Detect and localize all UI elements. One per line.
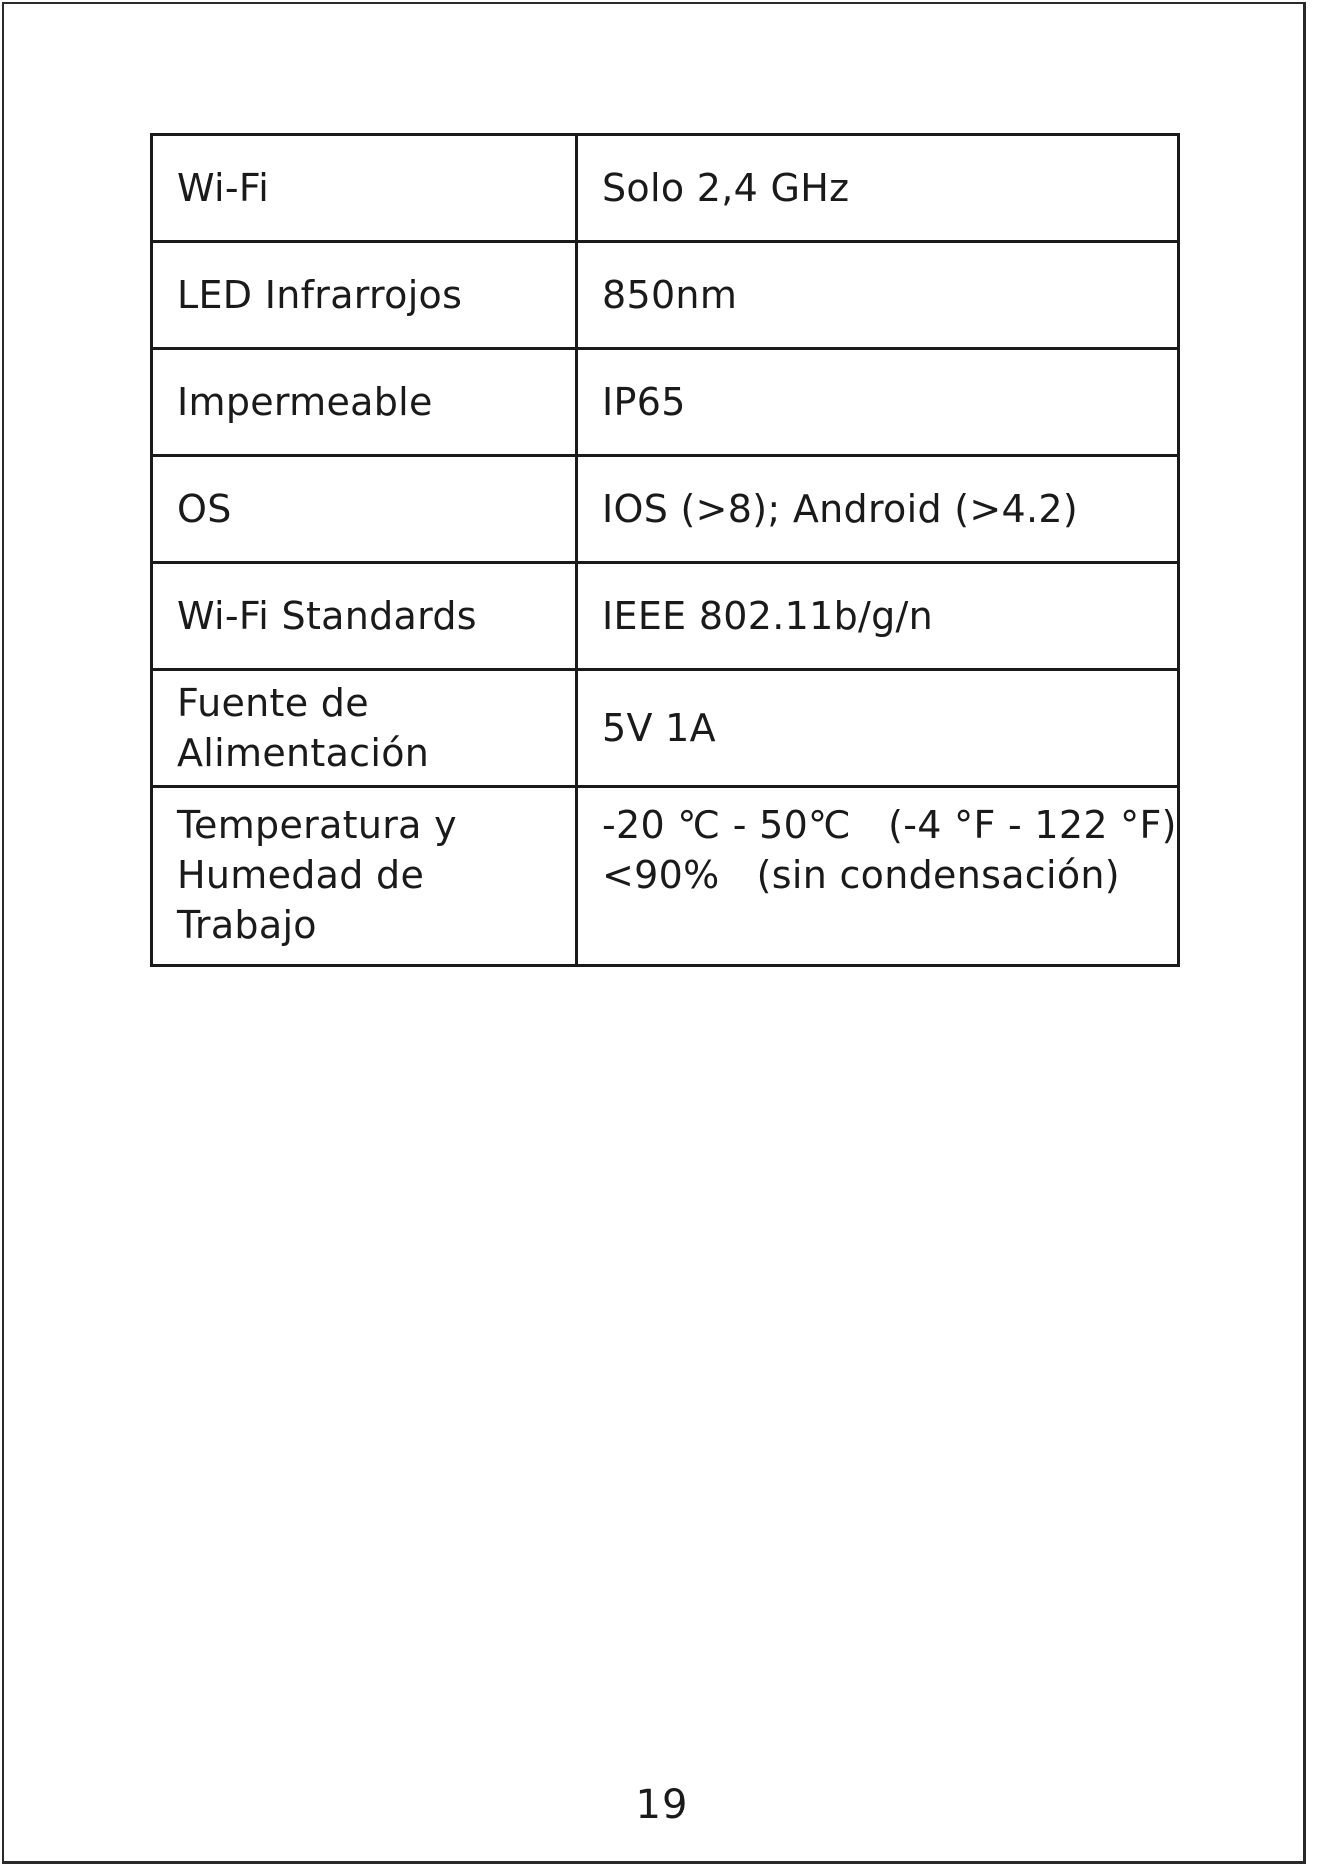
spec-value: 5V 1A [577,670,1179,787]
table-row [152,563,1179,670]
spec-label: LED Infrarrojos [152,242,577,349]
table-row [152,349,1179,456]
spec-value: IEEE 802.11b/g/n [577,563,1179,670]
table-row [152,242,1179,349]
spec-value: IOS (>8); Android (>4.2) [577,456,1179,563]
specifications-table [150,133,1180,967]
spec-value: -20 ℃ - 50℃ (-4 °F - 122 °F) <90% (sin condensación) [577,787,1179,966]
page-number: 19 [635,1782,689,1828]
spec-label: Temperatura y Humedad de Trabajo [152,787,577,966]
spec-label: Impermeable [152,349,577,456]
spec-label: Wi-Fi Standards [152,563,577,670]
spec-value: IP65 [577,349,1179,456]
spec-value: 850nm [577,242,1179,349]
table-row [152,670,1179,787]
spec-label: Fuente de Alimentación [152,670,577,787]
spec-label: OS [152,456,577,563]
table-row [152,135,1179,242]
spec-value: Solo 2,4 GHz [577,135,1179,242]
spec-label: Wi-Fi [152,135,577,242]
table-row [152,787,1179,966]
table-row [152,456,1179,563]
